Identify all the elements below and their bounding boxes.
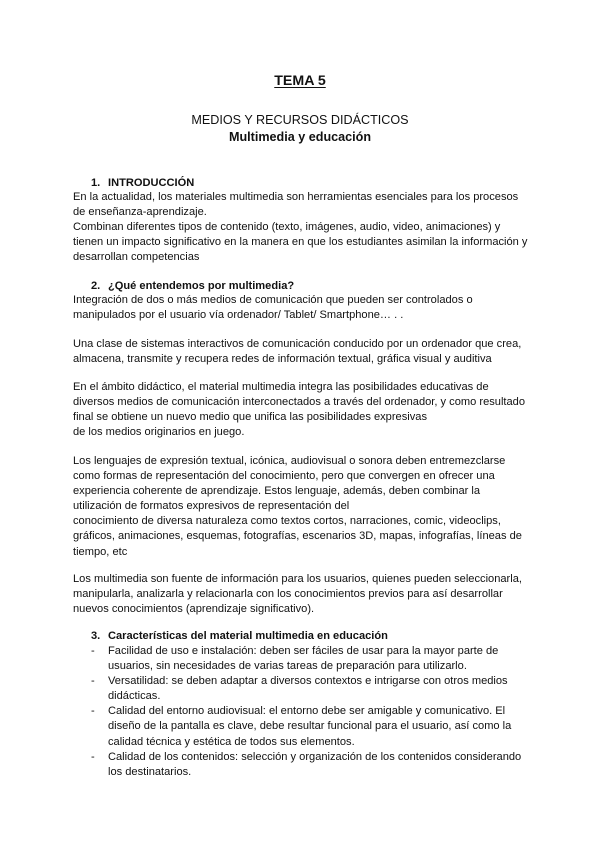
paragraph-line: En el ámbito didáctico, el material multimedia integra las posibilidades educativas de <box>73 381 489 393</box>
paragraph-line: utilización de formatos expresivos de representación del <box>73 500 350 513</box>
list-item-line: didácticas. <box>108 690 161 703</box>
paragraph-line: Integración de dos o más medios de comunicación que pueden ser controlados o <box>73 294 473 306</box>
paragraph-line: final se obtiene un nuevo medio que unifica las posibilidades expresivas <box>73 411 427 424</box>
page-title: TEMA 5 <box>274 73 326 89</box>
bullet-dash: - <box>91 645 95 657</box>
list-item <box>91 644 591 674</box>
paragraph-line: gráficos, animaciones, esquemas, fotografías, escenarios 3D, mapas, infografías, líneas de <box>73 530 522 543</box>
paragraph-sistemas <box>73 337 593 367</box>
section-number: 3. <box>91 630 101 642</box>
section-body-introduccion <box>73 190 593 265</box>
list-item <box>91 750 591 780</box>
section-title: Características del material multimedia en educación <box>108 630 388 642</box>
paragraph-line: tiempo, etc <box>73 545 128 558</box>
paragraph-line: de los medios originarios en juego. <box>73 426 245 439</box>
paragraph-line: experiencia coherente de aprendizaje. Estos lenguaje, además, deben combinar la <box>73 485 481 498</box>
list-item <box>91 704 591 749</box>
list-item-line: diseño de la pantalla es clave, debe resultar funcional para el usuario, así como la <box>108 720 512 733</box>
paragraph-line: almacena, transmite y recupera redes de información textual, gráfica visual y auditiva <box>73 353 492 366</box>
list-item-line: Calidad del entorno audiovisual: el entorno debe ser amigable y comunicativo. El <box>108 705 506 718</box>
bullet-dash: - <box>91 675 95 688</box>
paragraph-fuente-informacion <box>73 572 593 617</box>
section-title: ¿Qué entendemos por multimedia? <box>108 280 295 292</box>
paragraph-line: tienen un impacto significativo en la manera en que los estudiantes asimilan la información y <box>73 236 528 249</box>
list-item <box>91 674 591 704</box>
paragraph-line: Una clase de sistemas interactivos de comunicación conducido por un ordenador que crea, <box>73 338 522 350</box>
paragraph-lenguajes <box>73 454 593 560</box>
paragraph-line: desarrollan competencias <box>73 251 200 264</box>
paragraph-line: Combinan diferentes tipos de contenido (texto, imágenes, audio, video, animaciones) y <box>73 221 501 234</box>
list-item-line: Versatilidad: se deben adaptar a diversos contextos e intrigarse con otros medios <box>108 675 508 688</box>
list-item-line: los destinatarios. <box>108 765 192 778</box>
bullet-dash: - <box>91 705 95 718</box>
list-item-line: Calidad de los contenidos: selección y organización de los contenidos considerando <box>108 750 522 763</box>
characteristics-list <box>91 644 591 780</box>
paragraph-line: conocimiento de diversa naturaleza como textos cortos, narraciones, comic, videoclips, <box>73 515 501 528</box>
paragraph-line: Los lenguajes de expresión textual, icónica, audiovisual o sonora deben entremezclarse <box>73 455 506 467</box>
list-item-line: usuarios, sin necesidades de varias tareas de preparación para utilizarlo. <box>108 660 467 673</box>
paragraph-line: manipulados por el usuario vía ordenador/ Tablet/ Smartphone… . . <box>73 309 404 322</box>
list-item-line: Facilidad de uso e instalación: deben ser fáciles de usar para la mayor parte de <box>108 645 499 657</box>
paragraph-line: manipularla, analizarla y relacionarla con los conocimientos previos para así desarrollar <box>73 588 503 601</box>
paragraph-line: como formas de representación del conocimiento, pero que convergen en ofrecer una <box>73 470 495 483</box>
paragraph-line: Los multimedia son fuente de información para los usuarios, quienes pueden seleccionarla, <box>73 573 522 585</box>
paragraph-line: nuevos conocimientos (aprendizaje significativo). <box>73 603 315 616</box>
paragraph-ambito-didactico <box>73 380 593 440</box>
section-number: 1. <box>91 177 101 189</box>
paragraph-line: de enseñanza-aprendizaje. <box>73 206 207 219</box>
bullet-dash: - <box>91 750 95 763</box>
list-item-line: calidad técnica y estética de todos sus elementos. <box>108 735 355 748</box>
paragraph-definicion <box>73 293 593 323</box>
section-number: 2. <box>91 280 101 292</box>
paragraph-line: diversos medios de comunicación interconectados a través del ordenador, y como resultado <box>73 396 526 409</box>
section-title: INTRODUCCIÓN <box>108 177 195 189</box>
page-subtitle: MEDIOS Y RECURSOS DIDÁCTICOS <box>191 113 409 127</box>
paragraph-line: En la actualidad, los materiales multimedia son herramientas esenciales para los procesos <box>73 191 519 203</box>
page-subtitle-secondary: Multimedia y educación <box>228 130 372 144</box>
